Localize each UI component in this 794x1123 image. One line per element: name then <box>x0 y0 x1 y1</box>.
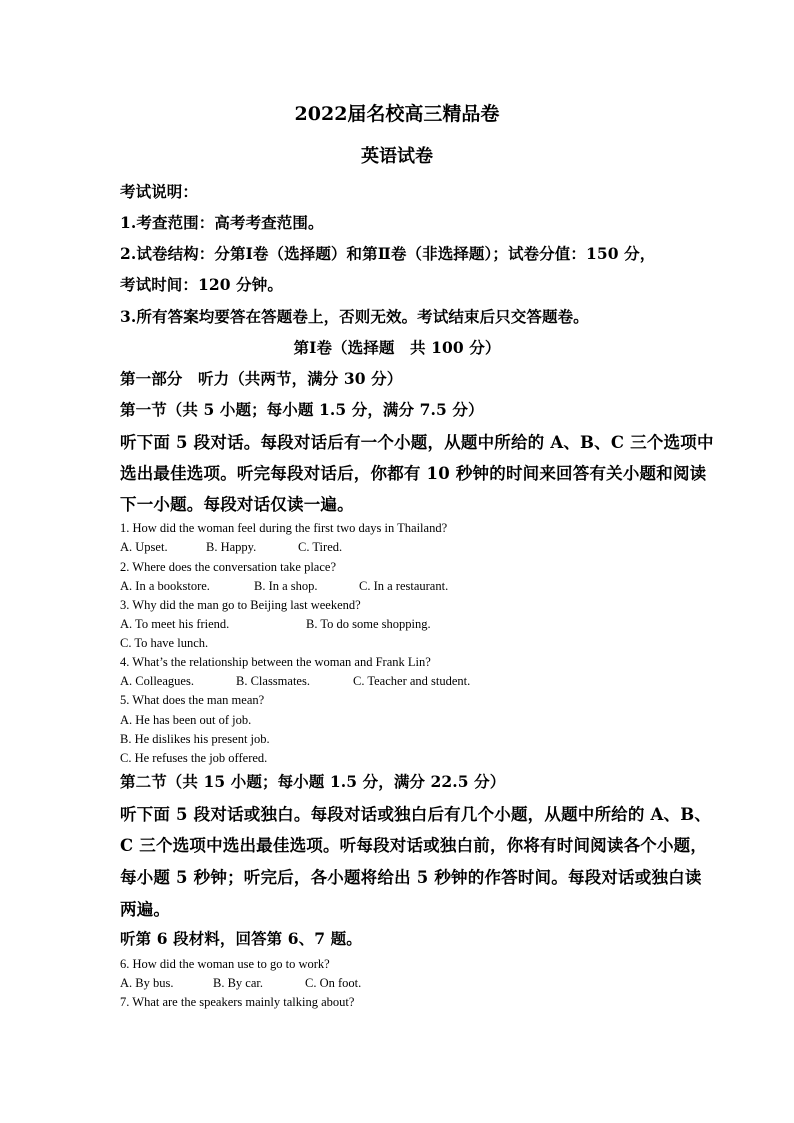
sec1-directions-line3: 下一小题。每段对话仅读一遍。 <box>120 495 354 514</box>
q5-option-b: B. He dislikes his present job. <box>120 732 270 746</box>
sec1-heading: 第一节（共 5 小题；每小题 1.5 分，满分 7.5 分） <box>120 400 484 419</box>
question-1: 1. How did the woman feel during the first two days in Thailand? <box>120 521 448 535</box>
q2-option-a: A. In a bookstore. <box>120 579 210 593</box>
q5-option-a: A. He has been out of job. <box>120 713 252 727</box>
instruction-2a: 2.试卷结构：分第Ⅰ卷（选择题）和第Ⅱ卷（非选择题）；试卷分值：150 分， <box>120 244 656 263</box>
question-5: 5. What does the man mean? <box>120 693 265 707</box>
sec1-directions-line1: 听下面 5 段对话。每段对话后有一个小题，从题中所给的 A、B、C 三个选项中 <box>120 433 714 452</box>
q3-option-c: C. To have lunch. <box>120 636 209 650</box>
instruction-3: 3.所有答案均要答在答题卷上，否则无效。考试结束后只交答题卷。 <box>120 307 589 326</box>
q4-option-b: B. Classmates. <box>236 674 310 688</box>
q4-option-a: A. Colleagues. <box>120 674 194 688</box>
q2-option-b: B. In a shop. <box>254 579 318 593</box>
instruction-1: 1.考查范围：高考考查范围。 <box>120 213 324 232</box>
q3-option-a: A. To meet his friend. <box>120 617 230 631</box>
section1-heading: 第一部分 听力（共两节，满分 30 分） <box>120 369 403 388</box>
question-4: 4. What’s the relationship between the woman and Frank Lin? <box>120 655 431 669</box>
sec2-directions-line2: C 三个选项中选出最佳选项。听每段对话或独白前，你将有时间阅读各个小题， <box>120 836 708 855</box>
q3-option-b: B. To do some shopping. <box>306 617 431 631</box>
sec2-directions-line3: 每小题 5 秒钟；听完后，各小题将给出 5 秒钟的作答时间。每段对话或独白读 <box>120 868 702 887</box>
q6-option-b: B. By car. <box>213 976 263 990</box>
q1-option-b: B. Happy. <box>206 540 257 554</box>
part1-heading: 第Ⅰ卷（选择题 共 100 分） <box>293 338 501 357</box>
q4-option-c: C. Teacher and student. <box>353 674 471 688</box>
sec1-directions-line2: 选出最佳选项。听完每段对话后，你都有 10 秒钟的时间来回答有关小题和阅读 <box>120 464 707 483</box>
sec2-directions-line1: 听下面 5 段对话或独白。每段对话或独白后有几个小题，从题中所给的 A、B、 <box>120 805 712 824</box>
instructions-heading: 考试说明： <box>120 182 199 201</box>
q2-option-c: C. In a restaurant. <box>359 579 449 593</box>
q6-option-c: C. On foot. <box>305 976 362 990</box>
instruction-2b: 考试时间：120 分钟。 <box>120 275 283 294</box>
question-6: 6. How did the woman use to go to work? <box>120 957 330 971</box>
sec2-directions-line4: 两遍。 <box>120 900 171 919</box>
material-6-heading: 听第 6 段材料，回答第 6、7 题。 <box>120 929 362 948</box>
q5-option-c: C. He refuses the job offered. <box>120 751 268 765</box>
question-3: 3. Why did the man go to Beijing last weekend? <box>120 598 361 612</box>
exam-subtitle: 英语试卷 <box>361 146 433 167</box>
q6-option-a: A. By bus. <box>120 976 174 990</box>
q1-option-a: A. Upset. <box>120 540 168 554</box>
sec2-heading: 第二节（共 15 小题；每小题 1.5 分，满分 22.5 分） <box>120 772 506 791</box>
question-2: 2. Where does the conversation take place? <box>120 560 336 574</box>
q1-option-c: C. Tired. <box>298 540 343 554</box>
question-7: 7. What are the speakers mainly talking about? <box>120 995 355 1009</box>
exam-title: 2022届名校高三精品卷 <box>294 103 500 125</box>
